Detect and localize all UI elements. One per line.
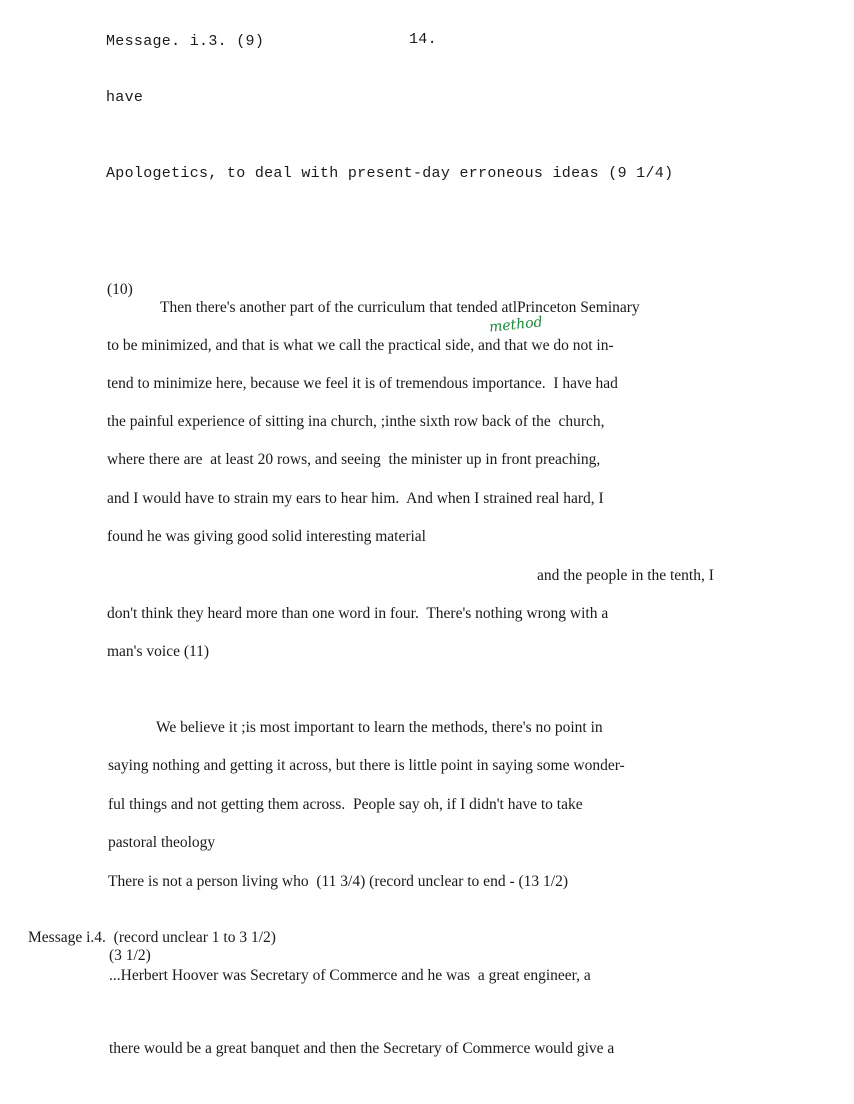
text-line: where there are at least 20 rows, and seeing the minister up in front preaching, xyxy=(107,451,601,468)
header-message-label: Message. i.3. (9) xyxy=(106,33,265,50)
text-line: Then there's another part of the curriculum that tended atlPrinceton Seminary xyxy=(160,299,640,316)
text-line: pastoral theology xyxy=(108,834,216,851)
text-line: and the people in the tenth, I xyxy=(537,567,714,584)
text-line: there would be a great banquet and then the Secretary of Commerce would give a xyxy=(109,1040,615,1057)
page-number: 14. xyxy=(409,31,437,48)
text-line: don't think they heard more than one word in four. There's nothing wrong with a xyxy=(107,605,609,622)
text-line: There is not a person living who (11 3/4) (record unclear to end - (13 1/2) xyxy=(108,873,568,890)
section-marker: (10) xyxy=(107,281,133,298)
text-line: ...Herbert Hoover was Secretary of Commerce and he was a great engineer, a xyxy=(109,967,591,984)
text-line: ful things and not getting them across. People say oh, if I didn't have to take xyxy=(108,796,583,813)
text-line: Apologetics, to deal with present-day erroneous ideas (9 1/4) xyxy=(106,165,674,182)
text-line: have xyxy=(106,89,144,106)
text-line: tend to minimize here, because we feel it is of tremendous importance. I have had xyxy=(107,375,618,392)
handwritten-annotation: method xyxy=(488,314,544,336)
text-line: the painful experience of sitting ina church, ;inthe sixth row back of the church, xyxy=(107,413,605,430)
message-heading: Message i.4. (record unclear 1 to 3 1/2) xyxy=(28,929,276,946)
text-line: man's voice (11) xyxy=(107,643,210,660)
text-line: and I would have to strain my ears to hear him. And when I strained real hard, I xyxy=(107,490,604,507)
text-line: to be minimized, and that is what we call the practical side, and that we do not in- xyxy=(107,337,614,354)
section-marker: (3 1/2) xyxy=(109,947,151,964)
text-line: found he was giving good solid interesting material xyxy=(107,528,426,545)
text-line: saying nothing and getting it across, but there is little point in saying some wonder- xyxy=(108,757,625,774)
text-line: We believe it ;is most important to learn the methods, there's no point in xyxy=(156,719,603,736)
